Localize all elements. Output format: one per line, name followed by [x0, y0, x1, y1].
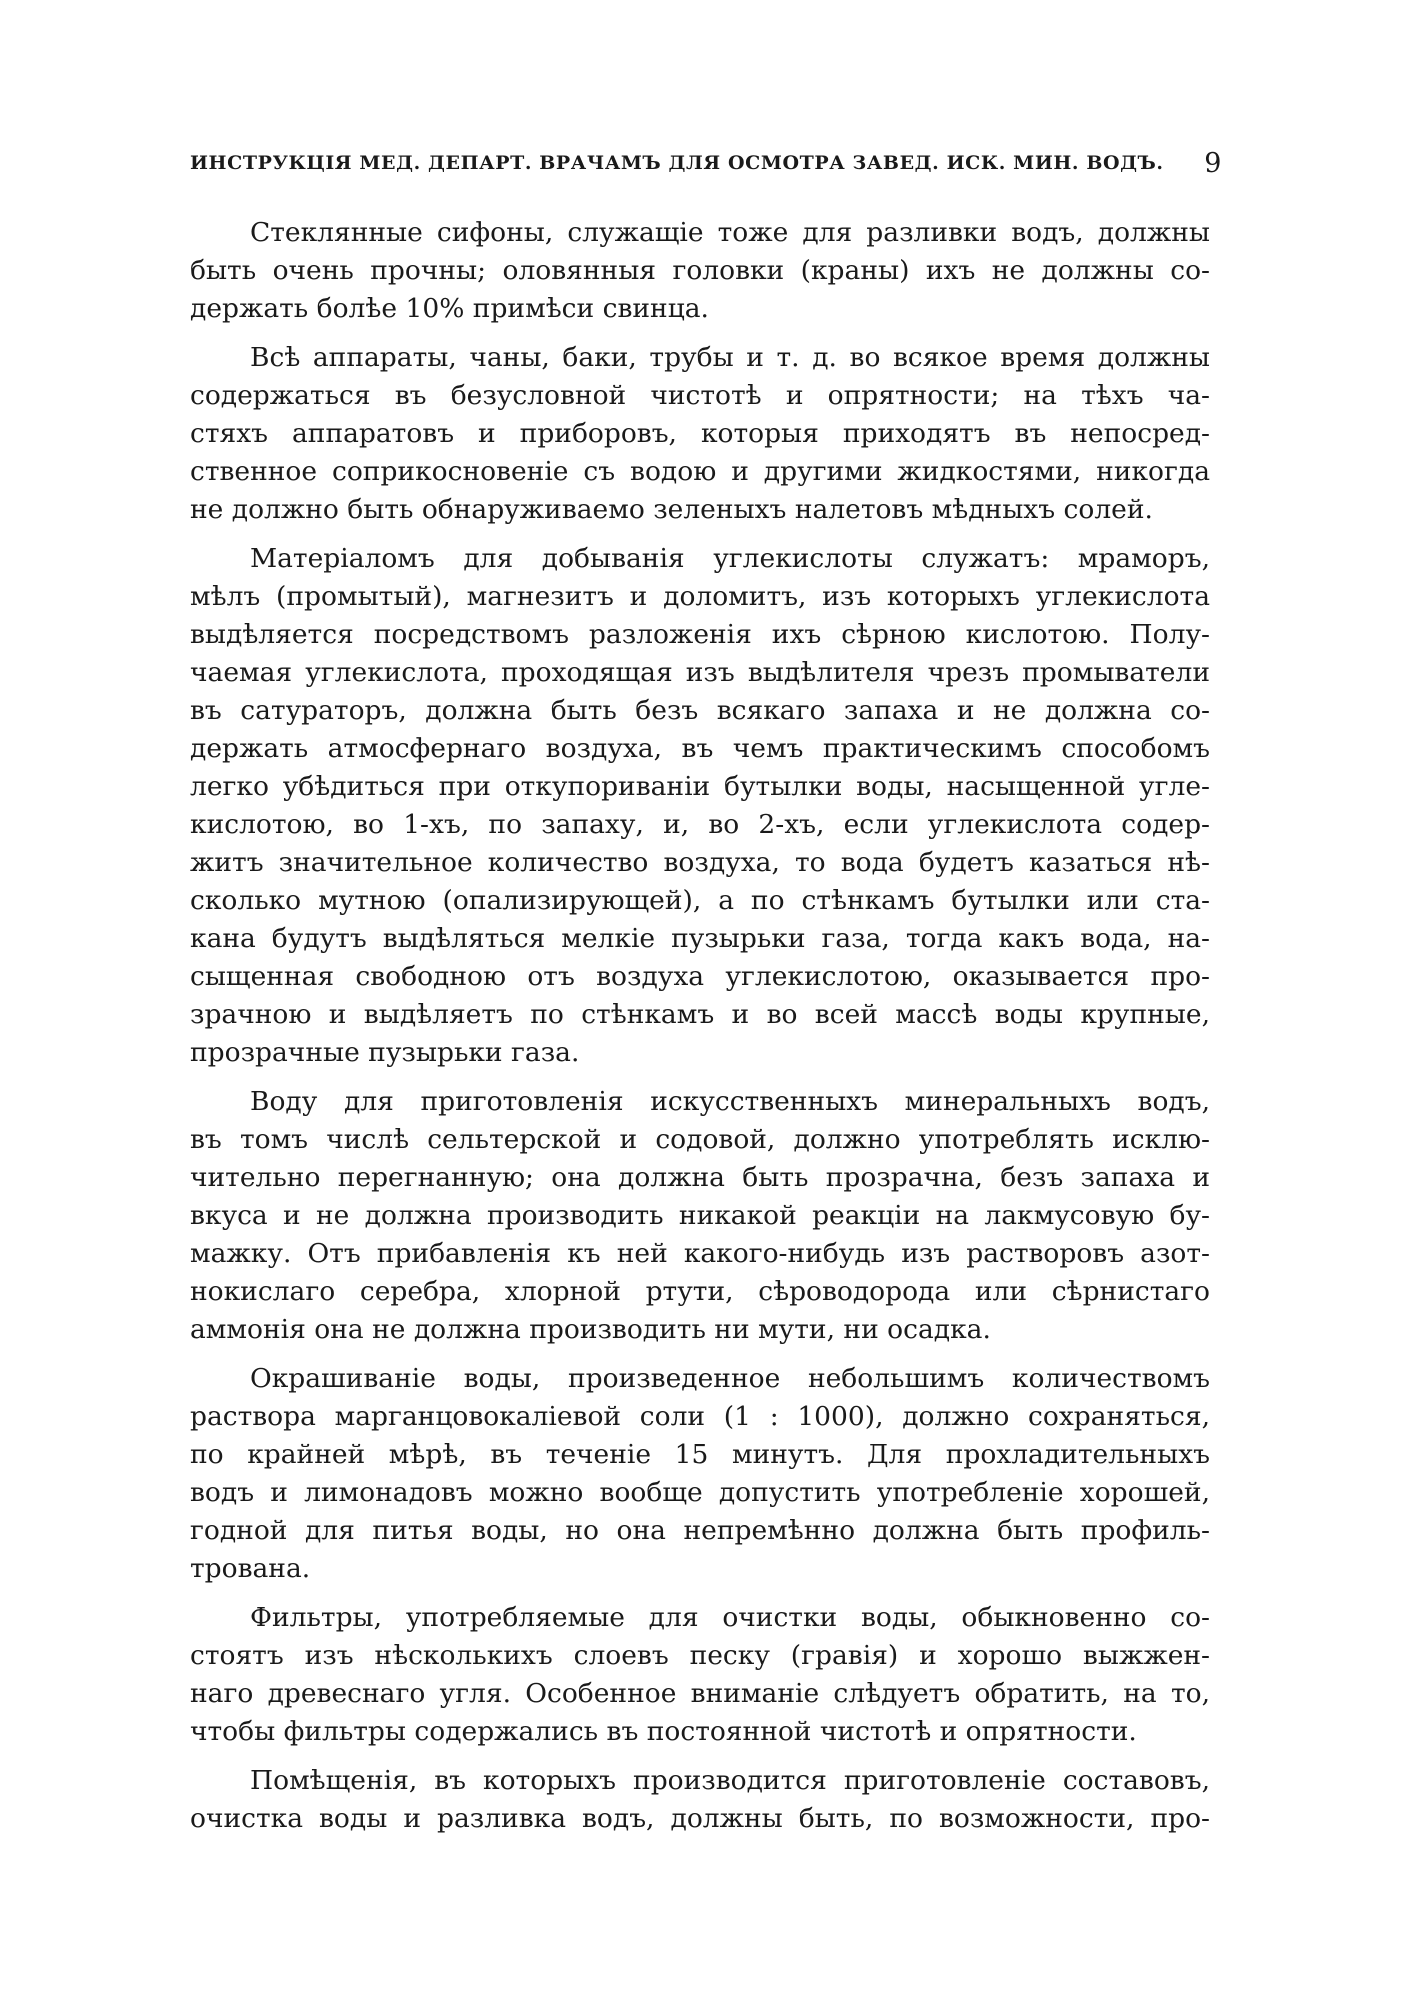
paragraph-water	[190, 1083, 1210, 1349]
text-line: Воду для приготовленія искусственныхъ минеральныхъ водъ,	[250, 1086, 1210, 1117]
text-line: въ томъ числѣ сельтерской и содовой, должно употреблять исклю-	[190, 1124, 1210, 1155]
text-line: раствора марганцовокаліевой соли (1 : 1000), должно сохраняться,	[190, 1401, 1210, 1432]
text-line: держать болѣе 10% примѣси свинца.	[190, 293, 709, 324]
text-line: чительно перегнанную; она должна быть прозрачна, безъ запаха и	[190, 1162, 1210, 1193]
text-line: прозрачные пузырьки газа.	[190, 1037, 580, 1068]
text-line: чаемая углекислота, проходящая изъ выдѣлителя чрезъ промыватели	[190, 657, 1210, 688]
paragraph-siphons	[190, 214, 1210, 328]
text-line: по крайней мѣрѣ, въ теченіе 15 минутъ. Для прохладительныхъ	[190, 1439, 1210, 1470]
paragraph-premises	[190, 1762, 1210, 1838]
text-line: Всѣ аппараты, чаны, баки, трубы и т. д. во всякое время должны	[250, 342, 1210, 373]
running-title: ИНСТРУКЦІЯ МЕД. ДЕПАРТ. ВРАЧАМЪ ДЛЯ ОСМОТРА ЗАВЕД. ИСК. МИН. ВОДЪ.	[190, 152, 1164, 174]
body-text	[190, 214, 1210, 1849]
text-line: нокислаго серебра, хлорной ртути, сѣроводорода или сѣрнистаго	[190, 1276, 1210, 1307]
text-line: зрачною и выдѣляетъ по стѣнкамъ и во всей массѣ воды крупные,	[190, 999, 1210, 1030]
paragraph-coloring	[190, 1360, 1210, 1588]
text-line: житъ значительное количество воздуха, то вода будетъ казаться нѣ-	[190, 847, 1210, 878]
text-line: быть очень прочны; оловянныя головки (краны) ихъ не должны со-	[190, 255, 1210, 286]
text-line: Матеріаломъ для добыванія углекислоты служатъ: мраморъ,	[250, 543, 1210, 574]
text-line: держать атмосфернаго воздуха, въ чемъ практическимъ способомъ	[190, 733, 1210, 764]
text-line: мѣлъ (промытый), магнезитъ и доломитъ, изъ которыхъ углекислота	[190, 581, 1210, 612]
text-line: Окрашиваніе воды, произведенное небольшимъ количествомъ	[250, 1363, 1210, 1394]
text-line: сколько мутною (опализирующей), а по стѣнкамъ бутылки или ста-	[190, 885, 1210, 916]
paragraph-filters	[190, 1599, 1210, 1751]
text-line: Стеклянные сифоны, служащіе тоже для разливки водъ, должны	[250, 217, 1210, 248]
text-line: кана будутъ выдѣляться мелкіе пузырьки газа, тогда какъ вода, на-	[190, 923, 1210, 954]
text-line: стоятъ изъ нѣсколькихъ слоевъ песку (гравія) и хорошо выжжен-	[190, 1640, 1210, 1671]
text-line: очистка воды и разливка водъ, должны быть, по возможности, про-	[190, 1803, 1210, 1834]
text-line: аммонія она не должна производить ни мути, ни осадка.	[190, 1314, 991, 1345]
text-line: содержаться въ безусловной чистотѣ и опрятности; на тѣхъ ча-	[190, 380, 1210, 411]
text-line: въ сатураторъ, должна быть безъ всякаго запаха и не должна со-	[190, 695, 1210, 726]
text-line: водъ и лимонадовъ можно вообще допустить употребленіе хорошей,	[190, 1477, 1210, 1508]
text-line: наго древеснаго угля. Особенное вниманіе слѣдуетъ обратить, на то,	[190, 1678, 1210, 1709]
running-head	[190, 148, 1222, 182]
text-line: выдѣляется посредствомъ разложенія ихъ сѣрною кислотою. Полу-	[190, 619, 1210, 650]
text-line: трована.	[190, 1553, 311, 1584]
text-line: мажку. Отъ прибавленія къ ней какого-нибудь изъ растворовъ азот-	[190, 1238, 1210, 1269]
text-line: Фильтры, употребляемые для очистки воды, обыкновенно со-	[250, 1602, 1210, 1633]
text-line: легко убѣдиться при откупориваніи бутылки воды, насыщенной угле-	[190, 771, 1210, 802]
text-line: сыщенная свободною отъ воздуха углекислотою, оказывается про-	[190, 961, 1210, 992]
text-line: ственное соприкосновеніе съ водою и другими жидкостями, никогда	[190, 456, 1210, 487]
text-line: стяхъ аппаратовъ и приборовъ, которыя приходятъ въ непосред-	[190, 418, 1210, 449]
text-line: кислотою, во 1-хъ, по запаху, и, во 2-хъ, если углекислота содер-	[190, 809, 1210, 840]
text-line: годной для питья воды, но она непремѣнно должна быть профиль-	[190, 1515, 1210, 1546]
paragraph-carbonic-acid	[190, 540, 1210, 1072]
paragraph-apparatus	[190, 339, 1210, 529]
text-line: Помѣщенія, въ которыхъ производится приготовленіе составовъ,	[250, 1765, 1210, 1796]
text-line: вкуса и не должна производить никакой реакціи на лакмусовую бу-	[190, 1200, 1210, 1231]
text-line: не должно быть обнаруживаемо зеленыхъ налетовъ мѣдныхъ солей.	[190, 494, 1153, 525]
text-line: чтобы фильтры содержались въ постоянной чистотѣ и опрятности.	[190, 1716, 1137, 1747]
page-number: 9	[1204, 148, 1222, 179]
